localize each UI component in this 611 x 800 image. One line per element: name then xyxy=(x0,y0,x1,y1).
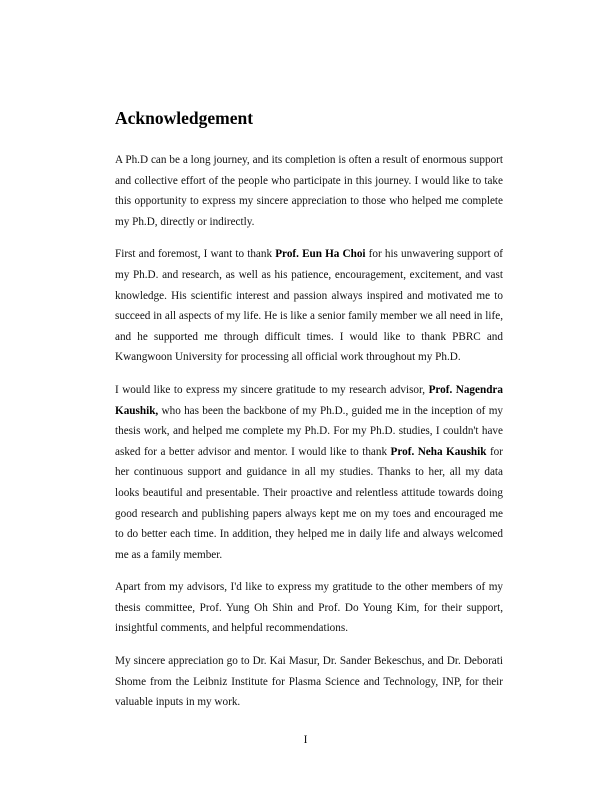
paragraph-text: who has been the backbone of my Ph.D., guided me in the inception of my thesis work, and helped me complete my Ph.D. For my Ph.D. studies, I couldn't have asked for a better advisor and mentor. I would like to thank xyxy=(115,404,503,458)
bold-name-text: Prof. Neha Kaushik xyxy=(390,445,487,458)
paragraph-text: A Ph.D can be a long journey, and its completion is often a result of enormous support and collective effort of the people who participate in this journey. I would like to take this opportunity to express my sincere appreciation to those who helped me complete my Ph.D, directly or indirectly. xyxy=(115,154,503,228)
page-number: I xyxy=(303,734,308,746)
paragraph-text: for her continuous support and guidance in all my studies. Thanks to her, all my data looks beautiful and presentable. Their proactive and relentless attitude towards doing good research and publishing papers always kept me on my toes and encouraged me to do better each time. In addition, they helped me in daily life and always welcomed me as a family member. xyxy=(115,445,503,561)
page-title: Acknowledgement xyxy=(115,108,254,128)
paragraph-text: I would like to express my sincere gratitude to my research advisor, xyxy=(115,383,429,396)
paragraph xyxy=(115,380,503,565)
paragraph-text: My sincere appreciation go to Dr. Kai Masur, Dr. Sander Bekeschus, and Dr. Deborati Shome from the Leibniz Institute for Plasma Science and Technology, INP, for their valuable inputs in my work. xyxy=(115,655,503,709)
paragraph xyxy=(115,150,503,232)
paragraph xyxy=(115,651,503,713)
paragraph-text: for his unwavering support of my Ph.D. and research, as well as his patience, encouragement, excitement, and vast knowledge. His scientific interest and passion always inspired and motivated me to succeed in all aspects of my life. He is like a senior family member we all need in life, and he supported me through difficult times. I would like to thank PBRC and Kwangwoon University for processing all official work throughout my Ph.D. xyxy=(115,248,504,364)
paragraph xyxy=(115,244,503,368)
page-content xyxy=(115,106,503,725)
paragraph-text: First and foremost, I want to thank xyxy=(115,248,276,261)
paragraph-container xyxy=(115,150,503,713)
bold-name-text: Prof. Nagendra Kaushik, xyxy=(115,383,503,417)
paragraph xyxy=(115,577,503,639)
bold-name-text: Prof. Eun Ha Choi xyxy=(275,248,366,261)
paragraph-text: Apart from my advisors, I'd like to express my gratitude to the other members of my thesis committee, Prof. Yung Oh Shin and Prof. Do Young Kim, for their support, insightful comments, and helpful recommendations. xyxy=(115,581,503,635)
